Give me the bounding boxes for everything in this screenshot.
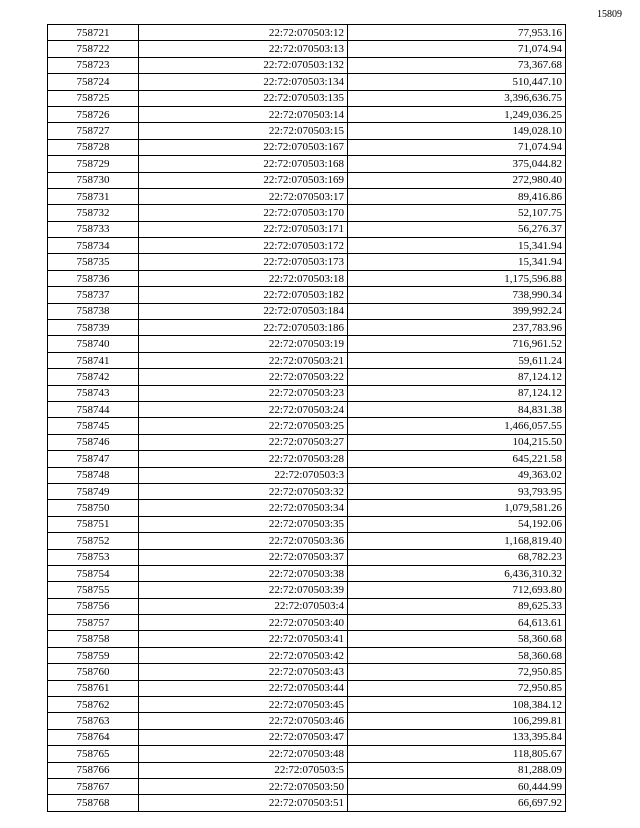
cadastral-number-cell: 22:72:070503:34 xyxy=(139,500,348,516)
table-row xyxy=(48,188,566,204)
cadastral-value-cell: 510,447.10 xyxy=(348,74,566,90)
cadastral-value-cell: 60,444.99 xyxy=(348,778,566,794)
cadastral-number-cell: 22:72:070503:23 xyxy=(139,385,348,401)
cadastral-number-cell: 22:72:070503:169 xyxy=(139,172,348,188)
table-row xyxy=(48,139,566,155)
row-number-cell: 758728 xyxy=(48,139,139,155)
cadastral-value-cell: 375,044.82 xyxy=(348,156,566,172)
row-number-cell: 758739 xyxy=(48,320,139,336)
row-number-cell: 758758 xyxy=(48,631,139,647)
row-number-cell: 758741 xyxy=(48,352,139,368)
cadastral-number-cell: 22:72:070503:28 xyxy=(139,451,348,467)
cadastral-number-cell: 22:72:070503:25 xyxy=(139,418,348,434)
cadastral-number-cell: 22:72:070503:173 xyxy=(139,254,348,270)
table-row xyxy=(48,516,566,532)
cadastral-value-cell: 108,384.12 xyxy=(348,697,566,713)
cadastral-value-cell: 54,192.06 xyxy=(348,516,566,532)
cadastral-value-cell: 59,611.24 xyxy=(348,352,566,368)
table-row xyxy=(48,549,566,565)
row-number-cell: 758767 xyxy=(48,778,139,794)
cadastral-value-cell: 15,341.94 xyxy=(348,254,566,270)
table-row xyxy=(48,254,566,270)
cadastral-number-cell: 22:72:070503:3 xyxy=(139,467,348,483)
row-number-cell: 758731 xyxy=(48,188,139,204)
table-row xyxy=(48,418,566,434)
cadastral-value-cell: 1,466,057.55 xyxy=(348,418,566,434)
table-row xyxy=(48,385,566,401)
row-number-cell: 758756 xyxy=(48,598,139,614)
table-row xyxy=(48,270,566,286)
table-row xyxy=(48,123,566,139)
cadastral-number-cell: 22:72:070503:19 xyxy=(139,336,348,352)
row-number-cell: 758762 xyxy=(48,697,139,713)
cadastral-value-cell: 71,074.94 xyxy=(348,139,566,155)
row-number-cell: 758755 xyxy=(48,582,139,598)
table-row xyxy=(48,287,566,303)
cadastral-value-cell: 272,980.40 xyxy=(348,172,566,188)
row-number-cell: 758748 xyxy=(48,467,139,483)
row-number-cell: 758765 xyxy=(48,746,139,762)
table-row xyxy=(48,90,566,106)
cadastral-value-cell: 58,360.68 xyxy=(348,647,566,663)
table-row xyxy=(48,729,566,745)
table-row xyxy=(48,697,566,713)
cadastral-number-cell: 22:72:070503:42 xyxy=(139,647,348,663)
cadastral-number-cell: 22:72:070503:13 xyxy=(139,41,348,57)
table-row xyxy=(48,762,566,778)
table-row xyxy=(48,172,566,188)
cadastral-value-cell: 1,168,819.40 xyxy=(348,533,566,549)
cadastral-number-cell: 22:72:070503:170 xyxy=(139,205,348,221)
cadastral-value-cell: 72,950.85 xyxy=(348,664,566,680)
cadastral-number-cell: 22:72:070503:15 xyxy=(139,123,348,139)
table-row xyxy=(48,533,566,549)
row-number-cell: 758745 xyxy=(48,418,139,434)
cadastral-number-cell: 22:72:070503:47 xyxy=(139,729,348,745)
cadastral-value-cell: 84,831.38 xyxy=(348,401,566,417)
table-row xyxy=(48,74,566,90)
table-row xyxy=(48,221,566,237)
cadastral-number-cell: 22:72:070503:12 xyxy=(139,25,348,41)
cadastral-value-cell: 15,341.94 xyxy=(348,238,566,254)
row-number-cell: 758723 xyxy=(48,57,139,73)
table-row xyxy=(48,451,566,467)
cadastral-value-cell: 118,805.67 xyxy=(348,746,566,762)
cadastral-value-cell: 87,124.12 xyxy=(348,369,566,385)
cadastral-value-cell: 738,990.34 xyxy=(348,287,566,303)
cadastral-number-cell: 22:72:070503:44 xyxy=(139,680,348,696)
row-number-cell: 758734 xyxy=(48,238,139,254)
table-row xyxy=(48,598,566,614)
page-number: 15809 xyxy=(597,9,622,20)
cadastral-number-cell: 22:72:070503:167 xyxy=(139,139,348,155)
cadastral-value-cell: 77,953.16 xyxy=(348,25,566,41)
cadastral-number-cell: 22:72:070503:182 xyxy=(139,287,348,303)
cadastral-number-cell: 22:72:070503:45 xyxy=(139,697,348,713)
cadastral-value-cell: 716,961.52 xyxy=(348,336,566,352)
row-number-cell: 758726 xyxy=(48,106,139,122)
table-row xyxy=(48,713,566,729)
cadastral-number-cell: 22:72:070503:24 xyxy=(139,401,348,417)
cadastral-value-cell: 71,074.94 xyxy=(348,41,566,57)
cadastral-number-cell: 22:72:070503:48 xyxy=(139,746,348,762)
row-number-cell: 758733 xyxy=(48,221,139,237)
cadastral-value-cell: 72,950.85 xyxy=(348,680,566,696)
row-number-cell: 758749 xyxy=(48,483,139,499)
table-row xyxy=(48,615,566,631)
cadastral-value-cell: 68,782.23 xyxy=(348,549,566,565)
row-number-cell: 758737 xyxy=(48,287,139,303)
row-number-cell: 758747 xyxy=(48,451,139,467)
cadastral-number-cell: 22:72:070503:171 xyxy=(139,221,348,237)
cadastral-number-cell: 22:72:070503:35 xyxy=(139,516,348,532)
cadastral-value-cell: 645,221.58 xyxy=(348,451,566,467)
row-number-cell: 758754 xyxy=(48,565,139,581)
cadastral-number-cell: 22:72:070503:27 xyxy=(139,434,348,450)
table-row xyxy=(48,647,566,663)
cadastral-number-cell: 22:72:070503:40 xyxy=(139,615,348,631)
row-number-cell: 758735 xyxy=(48,254,139,270)
table-row xyxy=(48,25,566,41)
table-row xyxy=(48,795,566,811)
cadastral-number-cell: 22:72:070503:134 xyxy=(139,74,348,90)
table-row xyxy=(48,434,566,450)
row-number-cell: 758763 xyxy=(48,713,139,729)
cadastral-value-cell: 3,396,636.75 xyxy=(348,90,566,106)
cadastral-value-cell: 56,276.37 xyxy=(348,221,566,237)
cadastral-value-cell: 399,992.24 xyxy=(348,303,566,319)
table-row xyxy=(48,106,566,122)
cadastral-number-cell: 22:72:070503:36 xyxy=(139,533,348,549)
row-number-cell: 758768 xyxy=(48,795,139,811)
table-row xyxy=(48,156,566,172)
cadastral-value-cell: 712,693.80 xyxy=(348,582,566,598)
cadastral-number-cell: 22:72:070503:37 xyxy=(139,549,348,565)
table-body xyxy=(48,25,566,812)
table-row xyxy=(48,320,566,336)
row-number-cell: 758722 xyxy=(48,41,139,57)
row-number-cell: 758724 xyxy=(48,74,139,90)
cadastral-value-table xyxy=(47,24,566,812)
cadastral-number-cell: 22:72:070503:5 xyxy=(139,762,348,778)
row-number-cell: 758766 xyxy=(48,762,139,778)
table-row xyxy=(48,746,566,762)
table-row xyxy=(48,336,566,352)
cadastral-number-cell: 22:72:070503:168 xyxy=(139,156,348,172)
cadastral-value-cell: 66,697.92 xyxy=(348,795,566,811)
table-row xyxy=(48,483,566,499)
cadastral-number-cell: 22:72:070503:17 xyxy=(139,188,348,204)
table-row xyxy=(48,467,566,483)
table-row xyxy=(48,778,566,794)
table-row xyxy=(48,238,566,254)
table-row xyxy=(48,401,566,417)
cadastral-value-cell: 106,299.81 xyxy=(348,713,566,729)
cadastral-value-cell: 64,613.61 xyxy=(348,615,566,631)
cadastral-value-cell: 73,367.68 xyxy=(348,57,566,73)
cadastral-value-cell: 237,783.96 xyxy=(348,320,566,336)
cadastral-value-cell: 1,079,581.26 xyxy=(348,500,566,516)
row-number-cell: 758760 xyxy=(48,664,139,680)
row-number-cell: 758725 xyxy=(48,90,139,106)
row-number-cell: 758761 xyxy=(48,680,139,696)
table-row xyxy=(48,631,566,647)
row-number-cell: 758740 xyxy=(48,336,139,352)
table-row xyxy=(48,205,566,221)
row-number-cell: 758757 xyxy=(48,615,139,631)
cadastral-number-cell: 22:72:070503:51 xyxy=(139,795,348,811)
cadastral-value-cell: 1,175,596.88 xyxy=(348,270,566,286)
cadastral-number-cell: 22:72:070503:186 xyxy=(139,320,348,336)
cadastral-value-cell: 6,436,310.32 xyxy=(348,565,566,581)
cadastral-number-cell: 22:72:070503:38 xyxy=(139,565,348,581)
cadastral-value-cell: 58,360.68 xyxy=(348,631,566,647)
cadastral-value-cell: 149,028.10 xyxy=(348,123,566,139)
row-number-cell: 758727 xyxy=(48,123,139,139)
row-number-cell: 758736 xyxy=(48,270,139,286)
cadastral-number-cell: 22:72:070503:18 xyxy=(139,270,348,286)
row-number-cell: 758732 xyxy=(48,205,139,221)
table-row xyxy=(48,582,566,598)
cadastral-number-cell: 22:72:070503:4 xyxy=(139,598,348,614)
row-number-cell: 758743 xyxy=(48,385,139,401)
cadastral-value-cell: 87,124.12 xyxy=(348,385,566,401)
cadastral-number-cell: 22:72:070503:184 xyxy=(139,303,348,319)
cadastral-number-cell: 22:72:070503:132 xyxy=(139,57,348,73)
table-row xyxy=(48,500,566,516)
cadastral-number-cell: 22:72:070503:14 xyxy=(139,106,348,122)
cadastral-value-cell: 93,793.95 xyxy=(348,483,566,499)
cadastral-number-cell: 22:72:070503:41 xyxy=(139,631,348,647)
row-number-cell: 758742 xyxy=(48,369,139,385)
cadastral-number-cell: 22:72:070503:50 xyxy=(139,778,348,794)
row-number-cell: 758738 xyxy=(48,303,139,319)
row-number-cell: 758729 xyxy=(48,156,139,172)
table-row xyxy=(48,664,566,680)
cadastral-number-cell: 22:72:070503:46 xyxy=(139,713,348,729)
row-number-cell: 758764 xyxy=(48,729,139,745)
cadastral-value-cell: 81,288.09 xyxy=(348,762,566,778)
row-number-cell: 758730 xyxy=(48,172,139,188)
table-row xyxy=(48,57,566,73)
cadastral-number-cell: 22:72:070503:32 xyxy=(139,483,348,499)
table-row xyxy=(48,303,566,319)
row-number-cell: 758752 xyxy=(48,533,139,549)
table-row xyxy=(48,41,566,57)
row-number-cell: 758753 xyxy=(48,549,139,565)
table-row xyxy=(48,565,566,581)
cadastral-number-cell: 22:72:070503:22 xyxy=(139,369,348,385)
cadastral-number-cell: 22:72:070503:135 xyxy=(139,90,348,106)
cadastral-value-cell: 104,215.50 xyxy=(348,434,566,450)
table-row xyxy=(48,352,566,368)
cadastral-value-cell: 133,395.84 xyxy=(348,729,566,745)
cadastral-number-cell: 22:72:070503:172 xyxy=(139,238,348,254)
cadastral-value-cell: 52,107.75 xyxy=(348,205,566,221)
cadastral-number-cell: 22:72:070503:21 xyxy=(139,352,348,368)
row-number-cell: 758750 xyxy=(48,500,139,516)
row-number-cell: 758751 xyxy=(48,516,139,532)
row-number-cell: 758746 xyxy=(48,434,139,450)
table-row xyxy=(48,369,566,385)
table-row xyxy=(48,680,566,696)
row-number-cell: 758721 xyxy=(48,25,139,41)
cadastral-value-cell: 49,363.02 xyxy=(348,467,566,483)
cadastral-value-cell: 89,625.33 xyxy=(348,598,566,614)
row-number-cell: 758759 xyxy=(48,647,139,663)
cadastral-value-cell: 89,416.86 xyxy=(348,188,566,204)
cadastral-value-cell: 1,249,036.25 xyxy=(348,106,566,122)
cadastral-number-cell: 22:72:070503:43 xyxy=(139,664,348,680)
cadastral-number-cell: 22:72:070503:39 xyxy=(139,582,348,598)
row-number-cell: 758744 xyxy=(48,401,139,417)
